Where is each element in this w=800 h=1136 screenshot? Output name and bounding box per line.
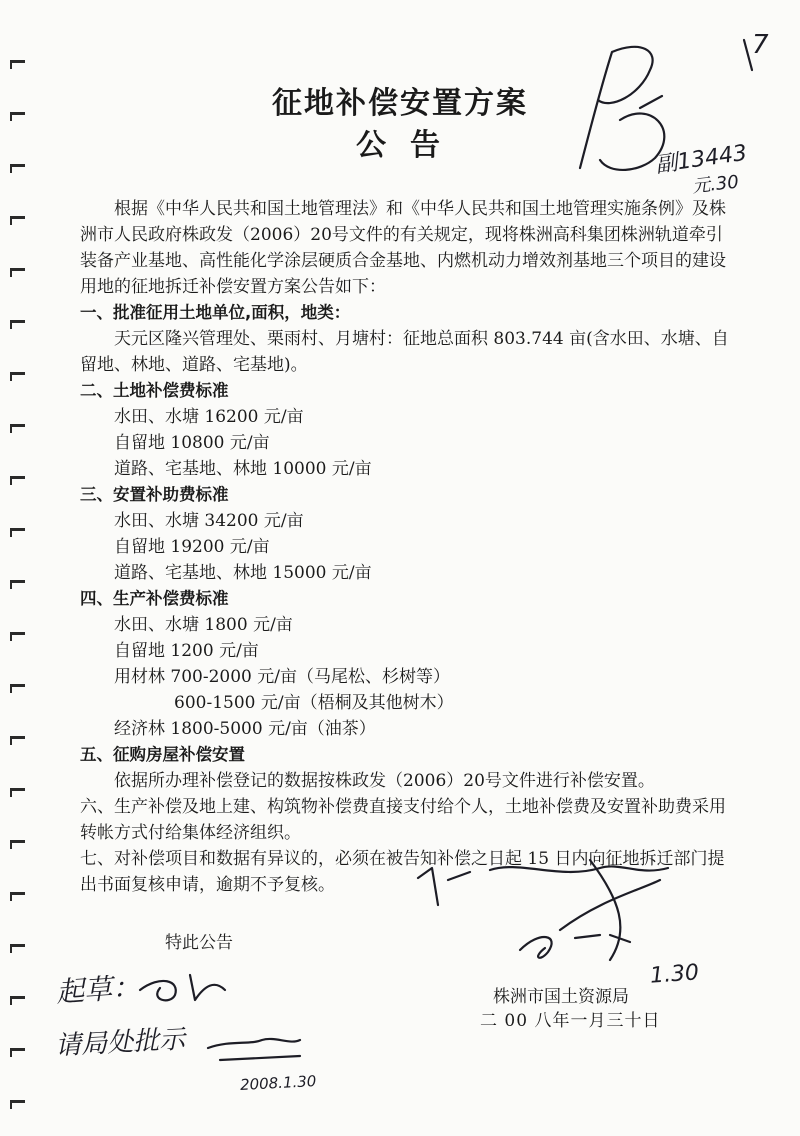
section-7-text: 七、对补偿项目和数据有异议的，必须在被告知补偿之日起 15 日内向征地拆迁部门提出书面复核申请，逾期不予复核。 (80, 849, 725, 895)
signature-stroke (580, 47, 664, 170)
section-3-heading: 三、安置补助费标准 (80, 485, 229, 504)
handwritten-note-top: 副13443 (653, 140, 749, 179)
section-1-text: 天元区隆兴管理处、栗雨村、月塘村：征地总面积 803.744 亩(含水田、水塘、自留地、林地、道路、宅基地)。 (80, 329, 729, 375)
handwritten-date: 2008.1.30 (239, 1072, 317, 1094)
closing-text: 特此公告 (165, 933, 233, 953)
section-4-item: 用材林 700-2000 元/亩（马尾松、杉树等） (114, 667, 450, 687)
section-4-item: 水田、水塘 1800 元/亩 (114, 615, 293, 635)
section-5-text: 依据所办理补偿登记的数据按株政发（2006）20号文件进行补偿安置。 (114, 771, 655, 791)
intro-paragraph: 根据《中华人民共和国土地管理法》和《中华人民共和国土地管理实施条例》及株洲市人民政府株政发（2006）20号文件的有关规定，现将株洲高科集团株洲轨道牵引装备产业基地、高性能化学涂层硬质合金基地、内燃机动力增效剂基地三个项目的建设用地的征地拆迁补偿安置方案公告如下： (80, 199, 726, 297)
section-6-text: 六、生产补偿及地上建、构筑物补偿费直接支付给个人，土地补偿费及安置补助费采用转帐方式付给集体经济组织。 (80, 797, 726, 843)
signature-stroke (140, 975, 225, 1000)
section-4-subitem: 600-1500 元/亩（梧桐及其他树木） (174, 693, 454, 713)
section-4-item: 自留地 1200 元/亩 (114, 641, 259, 661)
signature-stroke (744, 40, 752, 70)
section-3-item: 水田、水塘 34200 元/亩 (114, 511, 304, 531)
handwritten-approval: 请局处批示 (54, 1024, 186, 1062)
section-3-item: 道路、宅基地、林地 15000 元/亩 (114, 563, 372, 583)
handwritten-side-date: 1.30 (649, 960, 700, 989)
handwritten-note-top-date: 元.30 (691, 171, 740, 198)
section-4-heading: 四、生产补偿费标准 (80, 589, 229, 608)
section-1-heading: 一、批准征用土地单位,面积，地类： (80, 303, 351, 322)
section-2-item: 自留地 10800 元/亩 (114, 433, 270, 453)
signature-stroke (208, 1039, 300, 1060)
signature-stroke (418, 866, 668, 905)
document-title: 征地补偿安置方案 (272, 86, 528, 121)
section-5-heading: 五、征购房屋补偿安置 (80, 745, 245, 764)
section-2-heading: 二、土地补偿费标准 (80, 381, 229, 400)
handwritten-drafter: 起草： (55, 970, 142, 1009)
section-2-item: 道路、宅基地、林地 10000 元/亩 (114, 459, 372, 479)
section-4-item: 经济林 1800-5000 元/亩（油茶） (114, 719, 376, 739)
signature-stroke (560, 860, 660, 960)
document-subtitle: 公告 (356, 128, 464, 163)
section-2-item: 水田、水塘 16200 元/亩 (114, 407, 304, 427)
issuer-name: 株洲市国土资源局 (493, 987, 629, 1007)
issue-date: 二 00 八年一月三十日 (480, 1011, 661, 1031)
handwritten-page-number: 7 (752, 30, 769, 60)
section-3-item: 自留地 19200 元/亩 (114, 537, 270, 557)
